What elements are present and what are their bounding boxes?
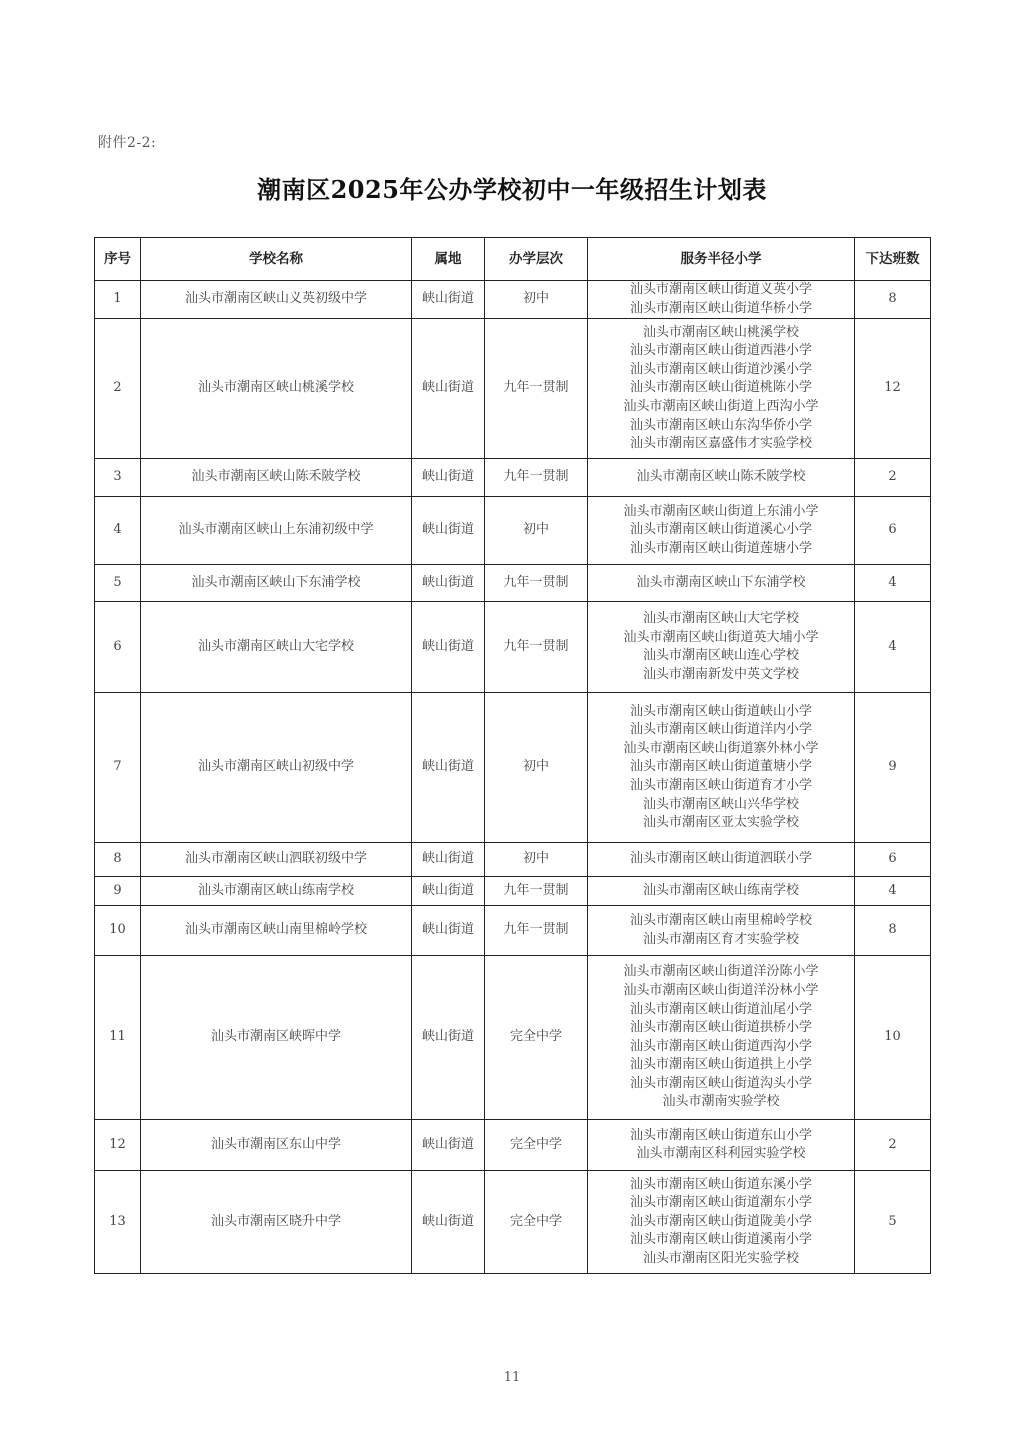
service-school: 汕头市潮南区峡山街道育才小学 <box>629 777 812 793</box>
table-row <box>95 1120 931 1171</box>
cell-area: 峡山街道 <box>412 693 485 843</box>
cell-no: 9 <box>95 877 141 906</box>
cell-area: 峡山街道 <box>412 319 485 459</box>
service-school: 汕头市潮南区峡山街道洋内小学 <box>629 722 812 738</box>
service-school: 汕头市潮南区峡山街道东溪小学 <box>629 1176 812 1192</box>
service-school: 汕头市潮南区峡山街道桃陈小学 <box>629 380 812 396</box>
cell-school-name: 汕头市潮南区峡山初级中学 <box>141 693 412 843</box>
cell-level: 完全中学 <box>485 1171 588 1274</box>
service-school: 汕头市潮南区峡山街道溪南小学 <box>629 1232 812 1248</box>
service-school: 汕头市潮南区峡山街道上东浦小学 <box>623 503 819 519</box>
header-classes: 下达班数 <box>855 238 931 281</box>
cell-service-schools <box>588 602 855 693</box>
cell-no: 5 <box>95 565 141 602</box>
cell-school-name: 汕头市潮南区晓升中学 <box>141 1171 412 1274</box>
table-row <box>95 602 931 693</box>
service-school: 汕头市潮南区峡山街道莲塘小学 <box>629 540 812 556</box>
table-row <box>95 281 931 319</box>
service-school: 汕头市潮南区峡山街道溪心小学 <box>629 522 812 538</box>
cell-no: 6 <box>95 602 141 693</box>
cell-classes: 5 <box>855 1171 931 1274</box>
cell-service-schools <box>588 565 855 602</box>
cell-no: 7 <box>95 693 141 843</box>
cell-level: 九年一贯制 <box>485 459 588 497</box>
service-school: 汕头市潮南区峡山街道陇美小学 <box>629 1213 812 1229</box>
cell-area: 峡山街道 <box>412 843 485 877</box>
cell-no: 4 <box>95 497 141 565</box>
cell-level: 九年一贯制 <box>485 319 588 459</box>
cell-area: 峡山街道 <box>412 1171 485 1274</box>
service-school: 汕头市潮南区峡山大宅学校 <box>642 611 799 626</box>
service-school: 汕头市潮南区峡山街道上西沟小学 <box>623 398 819 414</box>
cell-school-name: 汕头市潮南区峡山桃溪学校 <box>141 319 412 459</box>
cell-no: 2 <box>95 319 141 459</box>
table-header-row <box>95 238 931 281</box>
cell-service-schools <box>588 281 855 319</box>
table-row <box>95 693 931 843</box>
service-school: 汕头市潮南区峡山街道潮东小学 <box>629 1195 812 1211</box>
cell-no: 8 <box>95 843 141 877</box>
cell-school-name: 汕头市潮南区峡山上东浦初级中学 <box>141 497 412 565</box>
cell-level: 九年一贯制 <box>485 565 588 602</box>
table-row <box>95 956 931 1120</box>
table-row <box>95 497 931 565</box>
cell-service-schools <box>588 877 855 906</box>
cell-school-name: 汕头市潮南区峡晖中学 <box>141 956 412 1120</box>
table-row <box>95 565 931 602</box>
cell-area: 峡山街道 <box>412 877 485 906</box>
cell-no: 1 <box>95 281 141 319</box>
cell-level: 初中 <box>485 281 588 319</box>
cell-level: 初中 <box>485 693 588 843</box>
cell-area: 峡山街道 <box>412 1120 485 1171</box>
cell-classes: 4 <box>855 602 931 693</box>
service-school: 汕头市潮南区峡山东沟华侨小学 <box>629 417 812 433</box>
cell-classes: 10 <box>855 956 931 1120</box>
cell-area: 峡山街道 <box>412 281 485 319</box>
document-title: 潮南区2025年公办学校初中一年级招生计划表 <box>257 175 767 204</box>
service-school: 汕头市潮南区峡山街道西港小学 <box>629 343 812 359</box>
service-school: 汕头市潮南区科利园实验学校 <box>636 1146 806 1162</box>
cell-school-name: 汕头市潮南区峡山义英初级中学 <box>141 281 412 319</box>
header-school: 学校名称 <box>141 238 412 281</box>
service-school: 汕头市潮南区峡山下东浦学校 <box>636 574 806 590</box>
page-number: 11 <box>503 1370 521 1385</box>
cell-service-schools <box>588 956 855 1120</box>
service-school: 汕头市潮南区峡山街道泗联小学 <box>629 851 812 867</box>
cell-no: 12 <box>95 1120 141 1171</box>
cell-level: 九年一贯制 <box>485 877 588 906</box>
header-no: 序号 <box>95 238 141 281</box>
service-school: 汕头市潮南区峡山南里棉岭学校 <box>629 913 812 929</box>
cell-area: 峡山街道 <box>412 459 485 497</box>
service-school: 汕头市潮南区峡山兴华学校 <box>642 796 799 812</box>
cell-school-name: 汕头市潮南区峡山陈禾陂学校 <box>141 459 412 497</box>
service-school: 汕头市潮南区嘉盛伟才实验学校 <box>629 436 812 452</box>
service-school: 汕头市潮南区峡山街道西沟小学 <box>629 1038 812 1054</box>
service-school: 汕头市潮南区峡山街道义英小学 <box>629 282 812 297</box>
table-row <box>95 906 931 956</box>
header-level: 办学层次 <box>485 238 588 281</box>
service-school: 汕头市潮南区峡山街道英大埔小学 <box>623 629 819 645</box>
cell-level: 九年一贯制 <box>485 602 588 693</box>
service-school: 汕头市潮南区峡山连心学校 <box>642 648 799 664</box>
cell-classes: 8 <box>855 906 931 956</box>
cell-no: 13 <box>95 1171 141 1274</box>
table-row <box>95 877 931 906</box>
cell-area: 峡山街道 <box>412 906 485 956</box>
cell-service-schools <box>588 906 855 956</box>
cell-classes: 4 <box>855 877 931 906</box>
cell-service-schools <box>588 319 855 459</box>
service-school: 汕头市潮南区峡山街道寨外林小学 <box>623 740 819 756</box>
service-school: 汕头市潮南新发中英文学校 <box>642 666 799 682</box>
service-school: 汕头市潮南区峡山街道拱桥小学 <box>629 1020 812 1036</box>
header-area: 属地 <box>412 238 485 281</box>
cell-no: 3 <box>95 459 141 497</box>
table-row <box>95 843 931 877</box>
service-school: 汕头市潮南区峡山街道拱上小学 <box>629 1057 812 1073</box>
cell-classes: 2 <box>855 1120 931 1171</box>
cell-classes: 12 <box>855 319 931 459</box>
header-service-schools: 服务半径小学 <box>588 238 855 281</box>
cell-service-schools <box>588 1171 855 1274</box>
cell-level: 初中 <box>485 843 588 877</box>
cell-service-schools <box>588 693 855 843</box>
table-row <box>95 459 931 497</box>
service-school: 汕头市潮南区育才实验学校 <box>642 931 799 947</box>
cell-service-schools <box>588 843 855 877</box>
table-row <box>95 319 931 459</box>
table-row <box>95 1171 931 1274</box>
cell-school-name: 汕头市潮南区峡山泗联初级中学 <box>141 843 412 877</box>
cell-classes: 6 <box>855 497 931 565</box>
enrollment-plan-table <box>94 237 931 1274</box>
service-school: 汕头市潮南区峡山街道沟头小学 <box>629 1075 812 1091</box>
service-school: 汕头市潮南区峡山街道华桥小学 <box>629 300 812 316</box>
cell-level: 初中 <box>485 497 588 565</box>
service-school: 汕头市潮南区亚太实验学校 <box>642 815 799 831</box>
cell-area: 峡山街道 <box>412 497 485 565</box>
attachment-label: 附件2-2: <box>98 135 157 151</box>
service-school: 汕头市潮南区峡山街道洋汾陈小学 <box>623 964 819 980</box>
cell-classes: 4 <box>855 565 931 602</box>
cell-level: 九年一贯制 <box>485 906 588 956</box>
cell-area: 峡山街道 <box>412 565 485 602</box>
cell-no: 10 <box>95 906 141 956</box>
cell-area: 峡山街道 <box>412 602 485 693</box>
service-school: 汕头市潮南实验学校 <box>662 1094 780 1110</box>
service-school: 汕头市潮南区峡山练南学校 <box>642 882 799 898</box>
cell-no: 11 <box>95 956 141 1120</box>
service-school: 汕头市潮南区峡山街道汕尾小学 <box>629 1001 812 1017</box>
service-school: 汕头市潮南区峡山桃溪学校 <box>642 324 799 340</box>
service-school: 汕头市潮南区峡山街道峡山小学 <box>629 703 812 719</box>
cell-level: 完全中学 <box>485 1120 588 1171</box>
cell-school-name: 汕头市潮南区东山中学 <box>141 1120 412 1171</box>
service-school: 汕头市潮南区峡山街道洋汾林小学 <box>623 982 819 998</box>
cell-classes: 9 <box>855 693 931 843</box>
cell-area: 峡山街道 <box>412 956 485 1120</box>
service-school: 汕头市潮南区峡山街道东山小学 <box>629 1127 812 1143</box>
service-school: 汕头市潮南区峡山陈禾陂学校 <box>636 469 806 485</box>
cell-service-schools <box>588 497 855 565</box>
service-school: 汕头市潮南区峡山街道沙溪小学 <box>629 361 812 377</box>
cell-school-name: 汕头市潮南区峡山下东浦学校 <box>141 565 412 602</box>
service-school: 汕头市潮南区峡山街道董塘小学 <box>629 759 812 775</box>
cell-school-name: 汕头市潮南区峡山南里棉岭学校 <box>141 906 412 956</box>
service-school: 汕头市潮南区阳光实验学校 <box>642 1251 799 1267</box>
cell-school-name: 汕头市潮南区峡山练南学校 <box>141 877 412 906</box>
cell-level: 完全中学 <box>485 956 588 1120</box>
cell-classes: 8 <box>855 281 931 319</box>
cell-classes: 2 <box>855 459 931 497</box>
cell-school-name: 汕头市潮南区峡山大宅学校 <box>141 602 412 693</box>
cell-service-schools <box>588 459 855 497</box>
cell-classes: 6 <box>855 843 931 877</box>
cell-service-schools <box>588 1120 855 1171</box>
